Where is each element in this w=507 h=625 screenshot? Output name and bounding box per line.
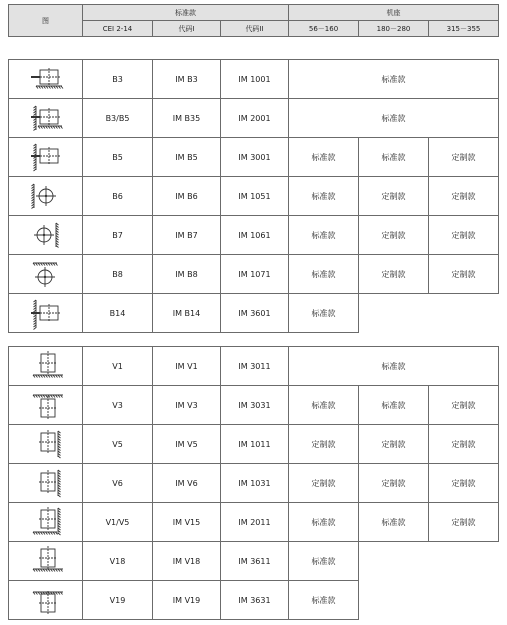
cei-code: V18 [83, 542, 153, 581]
v6-mounting-icon [21, 465, 71, 501]
availability-cell: 标准款 [359, 386, 429, 425]
im-code-1: IM B3 [153, 60, 221, 99]
table-row [9, 464, 499, 503]
header-diagram: 图 [9, 5, 83, 37]
mounting-diagram-cell [9, 542, 83, 581]
im-code-2: IM 1011 [221, 425, 289, 464]
im-code-2: IM 3611 [221, 542, 289, 581]
v1-mounting-icon [21, 348, 71, 384]
cei-code: B7 [83, 216, 153, 255]
im-code-2: IM 3031 [221, 386, 289, 425]
im-code-2: IM 3601 [221, 294, 289, 333]
availability-cell: 定制款 [359, 464, 429, 503]
availability-cell: 标准款 [289, 503, 359, 542]
cei-code: V1/V5 [83, 503, 153, 542]
availability-cell: 标准款 [289, 294, 359, 333]
header-frame: 机座 [289, 5, 499, 21]
table-row [9, 425, 499, 464]
cei-code: B14 [83, 294, 153, 333]
im-code-2: IM 3631 [221, 581, 289, 620]
availability-cell: 标准款 [289, 386, 359, 425]
availability-cell: 定制款 [359, 177, 429, 216]
availability-cell: 定制款 [359, 255, 429, 294]
header-size-medium: 180－280 [359, 21, 429, 37]
availability-cell: 定制款 [359, 425, 429, 464]
availability-cell: 标准款 [289, 216, 359, 255]
cei-code: V6 [83, 464, 153, 503]
im-code-1: IM V3 [153, 386, 221, 425]
im-code-1: IM V19 [153, 581, 221, 620]
mounting-diagram-cell [9, 177, 83, 216]
im-code-1: IM B14 [153, 294, 221, 333]
v18-mounting-icon [21, 543, 71, 579]
cei-code: B3/B5 [83, 99, 153, 138]
cei-code: V3 [83, 386, 153, 425]
table-row [9, 177, 499, 216]
im-code-2: IM 3001 [221, 138, 289, 177]
cei-code: B3 [83, 60, 153, 99]
cei-code: B6 [83, 177, 153, 216]
b8-mounting-icon [21, 256, 71, 292]
cei-code: B5 [83, 138, 153, 177]
availability-cell: 定制款 [429, 464, 499, 503]
header-size-large: 315－355 [429, 21, 499, 37]
b6-mounting-icon [21, 178, 71, 214]
im-code-1: IM B35 [153, 99, 221, 138]
b3-mounting-icon [21, 61, 71, 97]
table-row [9, 60, 499, 99]
mounting-diagram-cell [9, 216, 83, 255]
im-code-1: IM V18 [153, 542, 221, 581]
header-code1: 代码I [153, 21, 221, 37]
availability-cell: 定制款 [289, 464, 359, 503]
im-code-2: IM 1001 [221, 60, 289, 99]
mounting-diagram-cell [9, 581, 83, 620]
availability-cell: 标准款 [289, 581, 359, 620]
header-table [8, 4, 499, 37]
cei-code: V5 [83, 425, 153, 464]
im-code-2: IM 2011 [221, 503, 289, 542]
im-code-2: IM 2001 [221, 99, 289, 138]
table-row [9, 581, 499, 620]
im-code-1: IM B6 [153, 177, 221, 216]
im-code-1: IM B7 [153, 216, 221, 255]
availability-cell: 标准款 [289, 177, 359, 216]
cei-code: V1 [83, 347, 153, 386]
im-code-1: IM V6 [153, 464, 221, 503]
availability-cell: 定制款 [429, 255, 499, 294]
empty-cell [359, 581, 499, 620]
availability-cell: 定制款 [429, 386, 499, 425]
availability-cell: 标准款 [289, 138, 359, 177]
availability-cell: 定制款 [429, 177, 499, 216]
b14-mounting-icon [21, 295, 71, 331]
im-code-1: IM B5 [153, 138, 221, 177]
im-code-2: IM 1071 [221, 255, 289, 294]
v5-mounting-icon [21, 426, 71, 462]
im-code-2: IM 1051 [221, 177, 289, 216]
header-size-small: 56－160 [289, 21, 359, 37]
empty-cell [359, 542, 499, 581]
availability-cell: 定制款 [429, 138, 499, 177]
availability-cell: 标准款 [289, 542, 359, 581]
im-code-1: IM B8 [153, 255, 221, 294]
header-standard: 标准款 [83, 5, 289, 21]
availability-cell: 定制款 [289, 425, 359, 464]
mounting-diagram-cell [9, 464, 83, 503]
availability-cell: 标准款 [289, 99, 499, 138]
mounting-diagram-cell [9, 138, 83, 177]
cei-code: V19 [83, 581, 153, 620]
v1v5-mounting-icon [21, 504, 71, 540]
table-row [9, 138, 499, 177]
mounting-diagram-cell [9, 347, 83, 386]
table-row [9, 347, 499, 386]
availability-cell: 标准款 [359, 138, 429, 177]
mounting-diagram-cell [9, 294, 83, 333]
availability-cell: 标准款 [359, 503, 429, 542]
im-code-2: IM 3011 [221, 347, 289, 386]
table-row [9, 255, 499, 294]
availability-cell: 标准款 [289, 347, 499, 386]
im-code-1: IM V1 [153, 347, 221, 386]
v19-mounting-icon [21, 582, 71, 618]
b3b5-mounting-icon [21, 100, 71, 136]
availability-cell: 标准款 [289, 60, 499, 99]
vertical-mounting-table [8, 346, 499, 620]
b5-mounting-icon [21, 139, 71, 175]
header-cei: CEI 2-14 [83, 21, 153, 37]
empty-cell [359, 294, 499, 333]
availability-cell: 标准款 [289, 255, 359, 294]
mounting-diagram-cell [9, 99, 83, 138]
availability-cell: 定制款 [429, 425, 499, 464]
table-row [9, 99, 499, 138]
cei-code: B8 [83, 255, 153, 294]
mounting-diagram-cell [9, 255, 83, 294]
availability-cell: 定制款 [429, 216, 499, 255]
table-row [9, 503, 499, 542]
mounting-diagram-cell [9, 503, 83, 542]
mounting-diagram-cell [9, 60, 83, 99]
v3-mounting-icon [21, 387, 71, 423]
table-row [9, 294, 499, 333]
im-code-2: IM 1061 [221, 216, 289, 255]
header-code2: 代码II [221, 21, 289, 37]
availability-cell: 定制款 [359, 216, 429, 255]
mounting-diagram-cell [9, 386, 83, 425]
im-code-2: IM 1031 [221, 464, 289, 503]
table-row [9, 386, 499, 425]
im-code-1: IM V5 [153, 425, 221, 464]
mounting-diagram-cell [9, 425, 83, 464]
table-row [9, 542, 499, 581]
table-row [9, 216, 499, 255]
horizontal-mounting-table [8, 59, 499, 333]
availability-cell: 定制款 [429, 503, 499, 542]
b7-mounting-icon [21, 217, 71, 253]
im-code-1: IM V15 [153, 503, 221, 542]
